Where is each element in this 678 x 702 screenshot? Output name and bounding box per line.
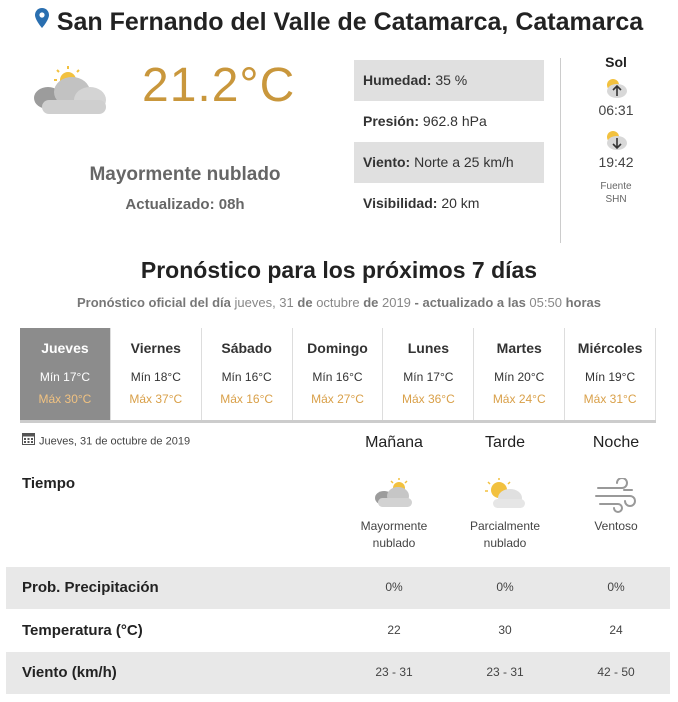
row-precipitation — [6, 567, 670, 609]
row-value: 0% — [607, 580, 625, 594]
stat-pressure — [354, 101, 544, 142]
day-name: Viernes — [130, 340, 181, 356]
updated-time: Actualizado: 08h — [125, 196, 245, 213]
current-stats — [354, 60, 544, 224]
source-label: Fuente — [600, 181, 632, 192]
tab-day-miercoles[interactable] — [565, 328, 656, 420]
row-label: Prob. Precipitación — [22, 579, 159, 596]
mostly-cloudy-icon — [28, 66, 110, 123]
subtitle-year: 2019 — [381, 295, 411, 310]
row-label: Viento (km/h) — [22, 664, 117, 681]
subtitle-de: de — [297, 295, 313, 310]
stat-label: Visibilidad: — [363, 195, 438, 211]
stat-label: Viento: — [363, 154, 411, 170]
tab-day-sabado[interactable] — [202, 328, 293, 420]
day-min: Mín 17°C — [403, 370, 454, 384]
day-max: Máx 31°C — [583, 392, 637, 406]
day-min: Mín 17°C — [39, 370, 90, 384]
subtitle-suffix: horas — [565, 295, 601, 310]
day-max: Máx 24°C — [492, 392, 546, 406]
stat-label: Humedad: — [363, 72, 432, 88]
day-name: Martes — [496, 340, 542, 356]
row-value: 0% — [496, 580, 514, 594]
weather-desc-line: Ventoso — [594, 519, 638, 533]
sun-title: Sol — [605, 54, 627, 70]
day-min: Mín 16°C — [221, 370, 272, 384]
row-value: 23 - 31 — [486, 665, 524, 679]
stat-humidity — [354, 60, 544, 101]
row-value: 24 — [609, 623, 623, 637]
location-pin-icon — [35, 6, 49, 35]
current-temperature: 21.2°C — [142, 59, 296, 112]
stat-visibility — [354, 183, 544, 224]
day-max: Máx 30°C — [38, 392, 92, 406]
subtitle-prefix: Pronóstico oficial del día — [77, 295, 231, 310]
tab-day-jueves[interactable] — [20, 328, 111, 420]
forecast-title: Pronóstico para los próximos 7 días — [140, 257, 538, 283]
day-name: Lunes — [407, 340, 449, 356]
row-wind — [6, 652, 670, 694]
row-value: 30 — [498, 623, 512, 637]
sunset-time: 19:42 — [598, 154, 634, 170]
weather-desc-manana — [339, 518, 449, 552]
sunset-icon — [578, 128, 654, 152]
day-min: Mín 20°C — [494, 370, 545, 384]
day-name: Miércoles — [577, 340, 643, 356]
stat-wind — [354, 142, 544, 183]
mostly-cloudy-icon — [339, 478, 449, 515]
day-min: Mín 19°C — [585, 370, 636, 384]
day-min: Mín 18°C — [130, 370, 181, 384]
subtitle-time: 05:50 — [529, 295, 562, 310]
stat-value: 962.8 hPa — [422, 113, 487, 129]
weather-desc-line: Parcialmente — [469, 519, 541, 533]
day-max: Máx 16°C — [220, 392, 274, 406]
day-max: Máx 27°C — [311, 392, 364, 406]
tab-day-lunes[interactable] — [383, 328, 474, 420]
row-value: 23 - 31 — [375, 665, 413, 679]
source — [578, 180, 654, 206]
period-manana: Mañana — [365, 434, 423, 451]
subtitle-de: de — [363, 295, 379, 310]
stat-label: Presión: — [363, 113, 420, 129]
weather-row-label: Tiempo — [22, 475, 76, 492]
row-value: 22 — [387, 623, 401, 637]
stat-value: 35 % — [435, 72, 468, 88]
row-label: Temperatura (°C) — [22, 622, 143, 639]
day-name: Sábado — [221, 340, 272, 356]
weather-desc-noche — [561, 518, 671, 535]
day-min: Mín 16°C — [312, 370, 363, 384]
day-max: Máx 37°C — [129, 392, 183, 406]
forecast-subtitle — [0, 295, 678, 310]
period-tarde: Tarde — [484, 434, 526, 451]
calendar-icon — [22, 432, 35, 448]
weather-desc-line: nublado — [483, 536, 527, 550]
current-condition: Mayormente nublado — [89, 164, 281, 185]
partly-cloudy-icon — [450, 478, 560, 515]
tab-day-viernes[interactable] — [111, 328, 202, 420]
subtitle-middle: - actualizado a las — [414, 295, 526, 310]
windy-icon — [561, 478, 671, 519]
row-temperature — [6, 610, 670, 652]
day-name: Domingo — [307, 340, 368, 356]
weather-desc-tarde — [450, 518, 560, 552]
subtitle-weekday: jueves, 31 — [234, 295, 294, 310]
row-value: 42 - 50 — [597, 665, 635, 679]
tab-day-martes[interactable] — [474, 328, 565, 420]
row-value: 0% — [385, 580, 403, 594]
stat-value: Norte a 25 km/h — [414, 154, 514, 170]
day-tabs — [20, 328, 656, 423]
detail-date — [22, 435, 190, 448]
divider — [560, 58, 561, 243]
detail-date-text: Jueves, 31 de octubre de 2019 — [39, 435, 191, 448]
sunrise-time: 06:31 — [598, 102, 634, 118]
sunrise-icon — [578, 76, 654, 100]
location-title — [0, 8, 678, 37]
day-name: Jueves — [41, 340, 89, 356]
weather-desc-line: nublado — [372, 536, 416, 550]
subtitle-month: octubre — [316, 295, 360, 310]
weather-desc-line: Mayormente — [360, 519, 428, 533]
day-max: Máx 36°C — [401, 392, 455, 406]
source-name: SHN — [605, 194, 627, 205]
location-name: San Fernando del Valle de Catamarca, Catamarca — [56, 8, 644, 36]
tab-day-domingo[interactable] — [293, 328, 384, 420]
period-noche: Noche — [592, 434, 640, 451]
stat-value: 20 km — [441, 195, 480, 211]
sun-panel — [578, 54, 654, 206]
